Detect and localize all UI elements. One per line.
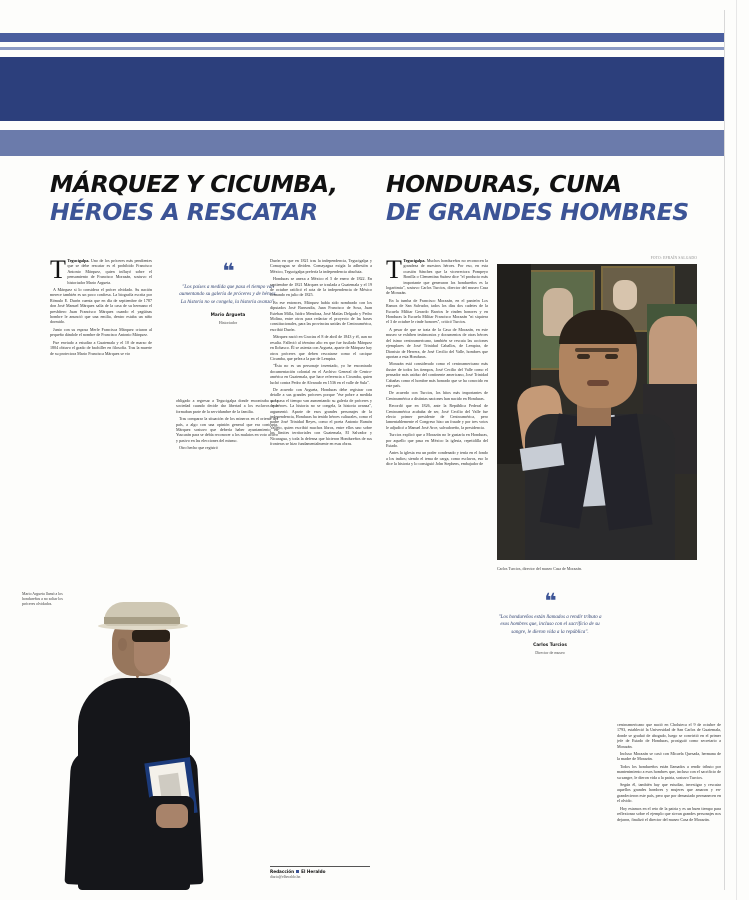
paragraph-text: Recordó que en 1826, ante la República Federal de Centroamérica acababa de ser, José Cecilio del Valle fue electo primer presidente de Centroamérica, pero lamentablemente el Congreso hizo un fraude y por tres votos le adjudicó a Manuel José Arce, salvadoreño, la presidencia. — [386, 403, 488, 430]
paragraph-text: Morazán está considerado como el centroamericano más ilustre de todos los tiempos, José Cecilio del Valle como el pensador más asiduo del continente americano, José Trinidad Cabañas como el hombre más honrado que se ha conocido en este país. — [386, 361, 488, 388]
paragraph — [270, 387, 372, 446]
headline-left-line1: MÁRQUEZ Y CICUMBA, — [50, 170, 338, 198]
banner-slate-band — [0, 130, 724, 156]
banner-hairline-bar — [0, 47, 724, 50]
headline-right-line1: HONDURAS, CUNA — [386, 170, 622, 198]
dropcap-left: T — [50, 258, 66, 284]
headline-right-line2: DE GRANDES HOMBRES — [386, 198, 689, 226]
paragraph — [386, 258, 488, 296]
quote-mark-icon: ❝ — [544, 589, 556, 613]
paragraph — [386, 450, 488, 466]
page-banner — [0, 0, 724, 160]
paragraph — [617, 722, 721, 749]
page-edge-rule — [724, 10, 725, 890]
headline-zone — [0, 163, 724, 245]
paragraph — [386, 298, 488, 325]
photo-carlos-turcios — [497, 264, 697, 560]
paragraph-text: Honduras se anexa a México el 5 de enero de 1822. En septiembre de 1821 Márquez se traslada a Guatemala y el 19 de octubre ratificó el acta de la independencia de México firmando en julio de 1825. — [270, 276, 372, 298]
text-column-2 — [176, 398, 278, 588]
paragraph — [617, 782, 721, 804]
headline-right — [386, 171, 689, 226]
paragraph-text: Junto con su esposa Merle Francisca Márquez criaron al pequeño dándole el nombre de Francisco Antonio Márquez. — [50, 326, 152, 338]
byline-left — [270, 866, 370, 879]
paragraph — [176, 398, 278, 414]
paragraph-text: "Ésta no es un personaje inventado, yo he encontrado documentación colonial en el Archivo General de Centroamérica en Guatemala, que hace referencia a Cicumba, quien luchó contra Pedro de Alvarado en 1536 en el valle de Sula". — [270, 363, 372, 385]
paragraph-text: Tras comparar la situación de los mineros en el oriente del país, a algo con una opinión general que era contraria, Márquez sostuvo que debería haber ayuntamiento en Yuscarán para se debía reconocer a los mulatos en voto activo y pasivo en las elecciones del mismo. — [176, 416, 278, 443]
paragraph — [270, 334, 372, 361]
byline-source: El Heraldo — [301, 868, 326, 874]
subject-eye-right — [605, 354, 618, 359]
paragraph-text: Márquez nació en Gracias el 8 de abril de 1843 y él, aun no resulta. Falleció al término alto en que fue fusilado Márquez en Ilobasco. Él se asienta con Argueta, aparte de Márquez hay otros próceres que deben rescatarse como el cacique Cicumba, que pelea a la par de Lempira. — [270, 334, 372, 361]
paragraph — [50, 287, 152, 325]
byline-email: diario@elheraldo.hn — [270, 874, 301, 879]
paragraph — [386, 390, 488, 401]
pull-quote-left-role: Historiador — [218, 319, 238, 325]
page-outer-edge — [736, 0, 737, 900]
photo-caption-left: Mario Argueta llamó a los hondureños a no soltar los próceres olvidados. — [22, 592, 63, 607]
paragraph — [386, 403, 488, 430]
paragraph-text: Hoy estamos en el reto de la patria y es un buen tiempo para reflexionar sobre el ejemplo que sirvan grandes personajes nos dejaron, finalizó el director del museo Casa de Morazán. — [617, 805, 721, 822]
paragraph-text: Durón en que en 1821 tras la independencia, Tegucigalpa y Comayagua se dividen. Comayagua exigía la adhesión a México, Tegucigalpa prefería la independencia absoluta. — [270, 258, 372, 274]
paragraph — [617, 806, 721, 822]
pull-quote-left — [178, 259, 278, 325]
pull-quote-left-text: "Los países a medida que pasa el tiempo van aumentando su galería de próceres y de héroes. La historia no se congela, la historia avanza". — [179, 284, 277, 305]
subject-brow — [575, 348, 619, 352]
paragraph-text: De acuerdo con Turcios, los hitos más importantes de Centroamérica a distintas naciones han nacido en Honduras. — [386, 390, 488, 401]
paragraph-text: Turcios explicó que a Morazán no le gustaría en Honduras, por aquello que pasa en México la iglesia, repetidilla del Estado. — [386, 432, 488, 448]
paragraph — [50, 340, 152, 356]
paragraph — [386, 432, 488, 448]
subject-ear — [118, 638, 127, 651]
paragraph — [270, 363, 372, 385]
dropcap-right: T — [386, 258, 402, 284]
byline-author: Redacción — [270, 868, 295, 874]
paragraph — [617, 751, 721, 762]
pull-quote-right-role: Director de museo — [535, 649, 565, 655]
byline-rule — [270, 866, 370, 867]
pull-quote-left-author: Mario Argueta — [210, 313, 246, 319]
paragraph-text: Según él, también hay que estudiar, investigar y rescatar aquellos grandes hombres y mujeres que amaron y engrandecieron este país, pero que por demasiado permanecen en el olvido. — [617, 782, 721, 804]
paragraph-text: Muchos hondureños no reconocen la grandeza de nuestros héroes. Por eso, en esta ocasión Sánchez que la vicerrectora Pompeyo Bonilla o Clementina Suárez dice "el producto más importante que generaron los hondureños es la logaritmia", sostuvo Carlos Turcios, director del museo Casa de Morazán. — [386, 258, 488, 296]
paragraph — [50, 327, 152, 338]
quote-mark-icon: ❝ — [222, 259, 234, 283]
subject-glasses — [132, 630, 170, 642]
photo-credit-right: FOTO: EFRAÍN SALGADO — [650, 256, 697, 260]
banner-thin-bar — [0, 33, 724, 42]
paragraph — [270, 300, 372, 332]
dateline-left: Tegucigalpa. — [67, 258, 90, 263]
paragraph-text: En ese entonces, Márquez había sido nombrado con los diputados José Barrundia, Juan Francisco de Sosa, Juan Esteban Milla, Isidro Mendoza, José Matías Delgado y Pedro Molina, entre otros para redactar el proyecto de las bases constitucionales, para las provincias unidas de Centroamérica, escribió Durón. — [270, 299, 372, 332]
paragraph — [270, 258, 372, 274]
paragraph-text: Todos los hondureños están llamados a rendir tributo por mantenimiento a esos hombres que, incluso con el sacrificio de su sangre, le dieron vida a la patria, sostuvo Turcios. — [617, 763, 721, 780]
subject-hat-band — [104, 617, 180, 624]
headline-left — [50, 171, 337, 226]
photo-caption-right: Carlos Turcios, director del museo Casa de Morazán. — [497, 566, 582, 571]
text-column-3 — [270, 258, 372, 858]
pull-quote-right-text: "Los hondureños están llamados a rendir tributo a esos hombres que, incluso con el sacrificio de su sangre, le dieron vida a la república". — [498, 614, 602, 635]
paragraph — [50, 258, 152, 285]
paragraph-text: Fue enviado a estudiar a Guatemala y el 10 de marzo de 1804 obtuvo el grado de bachiller en filosofía. Tras la muerte de su protectora Mario Francisca Márquez se vio — [50, 339, 152, 356]
paragraph-text: A pesar de que se trata de la Casa de Morazán, en este museo se exhiben testimonios y documentos de otras héroes del istmo centroamericano, también se rescata las acciones ejemplares de José Trinidad Caballos, de Lempira, de Dionisio de Herrera, de José Cecilio del Valle, hombres que aportan a esta Honduras. — [386, 326, 488, 359]
paragraph — [176, 416, 278, 443]
paragraph — [386, 361, 488, 388]
byline-bullet-icon — [296, 870, 299, 873]
pull-quote-right — [498, 589, 602, 655]
paragraph-text: En la tumba de Francisco Morazán, en el panteón Los Ramos de San Salvador, tados los días dos cadetes de la Escuela Militar Gerardo Barrios le rinden honores y en Honduras la Escuela Militar Francisco Morazán "ni siquiera el 3 de octubre le rinde honores", criticó Turcios. — [386, 297, 488, 325]
text-column-1 — [50, 258, 152, 588]
pull-quote-right-author: Carlos Turcios — [533, 643, 567, 649]
paragraph-text: A Márquez si lo considera el prócer olvidado. Su nación merece también es un poco confiesa. La biografía escrita por Rómulo E. Durón cuenta que en día de septiembre de 1787 don José Manuel Márquez salía de la casa de su hermano el presbítero Juan Francisco Márquez cuando el yagüínas hombre le anunció que una emilia, dentro estaba un niño dormido. — [50, 287, 152, 325]
paragraph — [176, 445, 278, 450]
paragraph — [617, 764, 721, 780]
subject-hand — [156, 804, 188, 828]
text-column-5 — [617, 722, 721, 880]
photo-mario-argueta — [60, 600, 210, 890]
text-column-4 — [386, 258, 488, 873]
banner-main-band — [0, 57, 724, 121]
headline-left-line2: HÉROES A RESCATAR — [50, 198, 318, 226]
paragraph-text: De acuerdo con Argueta, Honduras debe registrar con detalle a sus grandes próceres porque "ése pobre a medida que pasa el tiempo van aumentando su galería de próceres y de héroes. La historia no se congela, la historia avanza", argumentó. Aparte de esos grandes personajes de la independencia, Honduras ha tenido héroes culturales, como el padre José Trinidad Reyes, como el poeta Antonio Ramón Vallejo, quien escribió muchos libros, entre ellos uno sobre los límites territoriales con Guatemala, El Salvador y Nicaragua, y toda la defensa que hicieron Hondureños de sus fronteras se hizo fundamentalmente en esas obras. — [270, 386, 372, 446]
subject-eye-left — [577, 354, 590, 359]
paragraph-text: centroamericano que nació en Choluteca el 9 de octubre de 1793, estableció la Universidad de San Carlos de Guatemala, donde se graduó de abogado, luego se convirtió en el primer jefe de Estado de Honduras, prosiguió como secretario a Morazán. — [617, 722, 721, 749]
paragraph — [270, 276, 372, 298]
byline-author-line — [270, 869, 370, 874]
paragraph-text: Otro hecho que registró — [179, 445, 218, 451]
paragraph-text: Incluso Morazán se casó con Micaela Quesada, hermana de la madre de Morazán. — [617, 751, 721, 762]
paragraph-text: Antes la iglesia era un poder condenado y tenía en el fondo a los indios; siendo el tema de carga, como esclavos, eso lo dice la historia y lo consiguió John Stephens, embajador de — [386, 450, 488, 467]
dateline-right: Tegucigalpa. — [403, 258, 426, 263]
paragraph-text: Uno de los próceres más pendientes que se debe rescatar es el prohibido Francisco Antonio Márquez, quien influyó sobre el pensamiento de Francisco Morazán, sostuvo el historiador Mario Argueta. — [67, 258, 152, 285]
paragraph-text: obligado a regresar a Tegucigalpa donde encontraba a la sociedad cuando decide dar libertad a los esclavos que formaban parte de la servidumbre de la familia. — [176, 398, 278, 414]
paragraph — [386, 327, 488, 359]
subject-mouth — [587, 380, 609, 386]
